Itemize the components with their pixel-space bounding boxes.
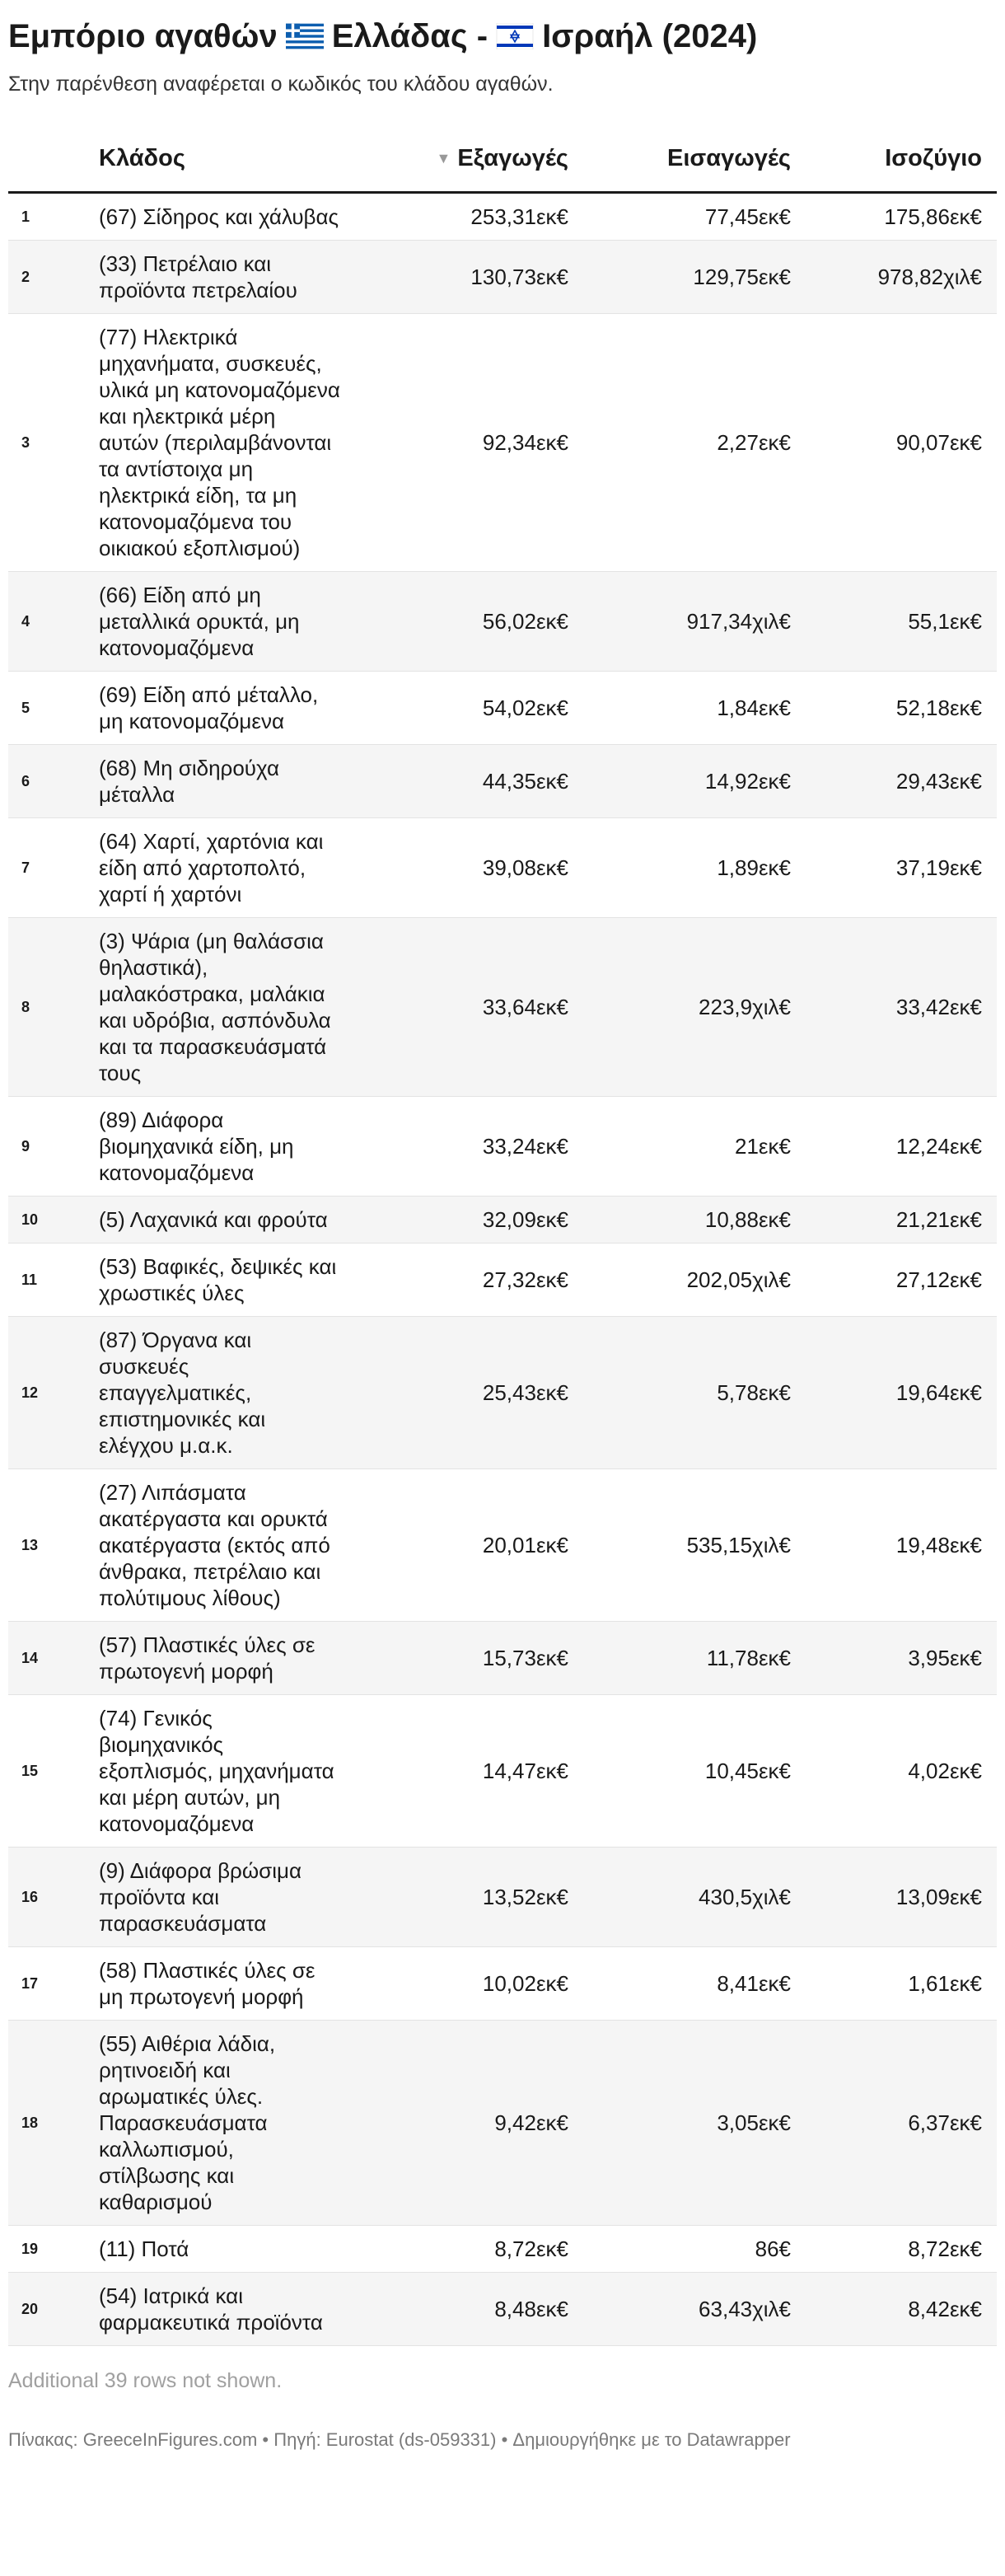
table-row xyxy=(8,1244,997,1317)
sector-cell: (66) Είδη από μη μεταλλικά ορυκτά, μη κατονομαζόμενα xyxy=(94,572,341,672)
table-row xyxy=(8,1947,997,2021)
exports-cell: 33,64εκ€ xyxy=(341,918,568,1097)
balance-cell: 4,02εκ€ xyxy=(791,1695,997,1848)
exports-cell: 54,02εκ€ xyxy=(341,672,568,745)
table-row xyxy=(8,2021,997,2226)
balance-cell: 8,42εκ€ xyxy=(791,2273,997,2346)
table-row xyxy=(8,1848,997,1947)
imports-cell: 1,89εκ€ xyxy=(568,818,791,918)
exports-cell: 13,52εκ€ xyxy=(341,1848,568,1947)
rows-not-shown-note: Additional 39 rows not shown. xyxy=(8,2369,283,2392)
balance-cell: 37,19εκ€ xyxy=(791,818,997,918)
sector-cell: (11) Ποτά xyxy=(94,2226,341,2273)
balance-cell: 19,48εκ€ xyxy=(791,1469,997,1622)
exports-cell: 33,24εκ€ xyxy=(341,1097,568,1197)
table-body xyxy=(8,193,997,2346)
exports-cell: 8,48εκ€ xyxy=(341,2273,568,2346)
exports-cell: 10,02εκ€ xyxy=(341,1947,568,2021)
table-row xyxy=(8,1197,997,1244)
sort-desc-icon: ▼ xyxy=(436,150,451,167)
table-row xyxy=(8,314,997,572)
column-header-exports-label: Εξαγωγές xyxy=(457,144,568,171)
sector-cell: (74) Γενικός βιομηχανικός εξοπλισμός, μηχανήματα και μέρη αυτών, μη κατονομαζόμενα xyxy=(94,1695,341,1848)
imports-cell: 2,27εκ€ xyxy=(568,314,791,572)
sector-cell: (27) Λιπάσματα ακατέργαστα και ορυκτά ακατέργαστα (εκτός από άνθρακα, πετρέλαιο και πολύτιμους λίθους) xyxy=(94,1469,341,1622)
rank-cell: 13 xyxy=(8,1469,94,1622)
rank-cell: 6 xyxy=(8,745,94,818)
data-table xyxy=(8,125,997,2346)
imports-cell: 10,45εκ€ xyxy=(568,1695,791,1848)
rank-cell: 12 xyxy=(8,1317,94,1469)
balance-cell: 175,86εκ€ xyxy=(791,193,997,241)
exports-cell: 56,02εκ€ xyxy=(341,572,568,672)
rank-cell: 17 xyxy=(8,1947,94,2021)
balance-cell: 1,61εκ€ xyxy=(791,1947,997,2021)
title-part-1: Εμπόριο αγαθών xyxy=(8,18,278,54)
rank-cell: 9 xyxy=(8,1097,94,1197)
sector-cell: (54) Ιατρικά και φαρμακευτικά προϊόντα xyxy=(94,2273,341,2346)
sector-cell: (9) Διάφορα βρώσιμα προϊόντα και παρασκευάσματα xyxy=(94,1848,341,1947)
table-row xyxy=(8,572,997,672)
imports-cell: 3,05εκ€ xyxy=(568,2021,791,2226)
column-header-balance[interactable]: Ισοζύγιο xyxy=(791,125,997,193)
sector-cell: (87) Όργανα και συσκευές επαγγελματικές, επιστημονικές και ελέγχου μ.α.κ. xyxy=(94,1317,341,1469)
subtitle: Στην παρένθεση αναφέρεται ο κωδικός του κλάδου αγαθών. xyxy=(8,73,554,96)
balance-cell: 3,95εκ€ xyxy=(791,1622,997,1695)
rank-cell: 1 xyxy=(8,193,94,241)
balance-cell: 6,37εκ€ xyxy=(791,2021,997,2226)
table-row xyxy=(8,745,997,818)
exports-cell: 9,42εκ€ xyxy=(341,2021,568,2226)
balance-cell: 29,43εκ€ xyxy=(791,745,997,818)
exports-cell: 14,47εκ€ xyxy=(341,1695,568,1848)
sector-cell: (69) Είδη από μέταλλο, μη κατονομαζόμενα xyxy=(94,672,341,745)
balance-cell: 8,72εκ€ xyxy=(791,2226,997,2273)
column-header-imports[interactable]: Εισαγωγές xyxy=(568,125,791,193)
table-row xyxy=(8,2273,997,2346)
table-row xyxy=(8,1695,997,1848)
exports-cell: 92,34εκ€ xyxy=(341,314,568,572)
table-row xyxy=(8,1317,997,1469)
table-row xyxy=(8,818,997,918)
balance-cell: 21,21εκ€ xyxy=(791,1197,997,1244)
greece-flag-icon xyxy=(286,23,324,49)
exports-cell: 25,43εκ€ xyxy=(341,1317,568,1469)
balance-cell: 12,24εκ€ xyxy=(791,1097,997,1197)
balance-cell: 33,42εκ€ xyxy=(791,918,997,1097)
balance-cell: 19,64εκ€ xyxy=(791,1317,997,1469)
rank-cell: 14 xyxy=(8,1622,94,1695)
imports-cell: 5,78εκ€ xyxy=(568,1317,791,1469)
imports-cell: 11,78εκ€ xyxy=(568,1622,791,1695)
sector-cell: (67) Σίδηρος και χάλυβας xyxy=(94,193,341,241)
sector-cell: (89) Διάφορα βιομηχανικά είδη, μη κατονομαζόμενα xyxy=(94,1097,341,1197)
imports-cell: 430,5χιλ€ xyxy=(568,1848,791,1947)
exports-cell: 39,08εκ€ xyxy=(341,818,568,918)
balance-cell: 27,12εκ€ xyxy=(791,1244,997,1317)
imports-cell: 129,75εκ€ xyxy=(568,241,791,314)
imports-cell: 10,88εκ€ xyxy=(568,1197,791,1244)
exports-cell: 253,31εκ€ xyxy=(341,193,568,241)
table-row xyxy=(8,672,997,745)
column-header-exports[interactable] xyxy=(341,125,568,193)
imports-cell: 223,9χιλ€ xyxy=(568,918,791,1097)
sector-cell: (68) Μη σιδηρούχα μέταλλα xyxy=(94,745,341,818)
table-row xyxy=(8,241,997,314)
table-row xyxy=(8,1469,997,1622)
title-part-3: Ισραήλ (2024) xyxy=(542,18,758,54)
rank-cell: 2 xyxy=(8,241,94,314)
imports-cell: 917,34χιλ€ xyxy=(568,572,791,672)
imports-cell: 63,43χιλ€ xyxy=(568,2273,791,2346)
rank-cell: 7 xyxy=(8,818,94,918)
table-row xyxy=(8,2226,997,2273)
imports-cell: 77,45εκ€ xyxy=(568,193,791,241)
table-row xyxy=(8,1097,997,1197)
exports-cell: 44,35εκ€ xyxy=(341,745,568,818)
exports-cell: 8,72εκ€ xyxy=(341,2226,568,2273)
footer-credits: Πίνακας: GreeceInFigures.com • Πηγή: Eurostat (ds-059331) • Δημιουργήθηκε με το Datawrapper xyxy=(8,2429,791,2450)
imports-cell: 8,41εκ€ xyxy=(568,1947,791,2021)
exports-cell: 130,73εκ€ xyxy=(341,241,568,314)
imports-cell: 14,92εκ€ xyxy=(568,745,791,818)
exports-cell: 20,01εκ€ xyxy=(341,1469,568,1622)
balance-cell: 13,09εκ€ xyxy=(791,1848,997,1947)
table-row xyxy=(8,193,997,241)
imports-cell: 535,15χιλ€ xyxy=(568,1469,791,1622)
title-part-2: Ελλάδας - xyxy=(331,18,488,54)
sector-cell: (55) Αιθέρια λάδια, ρητινοειδή και αρωματικές ύλες. Παρασκευάσματα καλλωπισμού, στίλβωσης και καθαρισμού xyxy=(94,2021,341,2226)
balance-cell: 90,07εκ€ xyxy=(791,314,997,572)
sector-cell: (3) Ψάρια (μη θαλάσσια θηλαστικά), μαλακόστρακα, μαλάκια και υδρόβια, ασπόνδυλα και τα παρασκευάσματά τους xyxy=(94,918,341,1097)
sector-cell: (77) Ηλεκτρικά μηχανήματα, συσκευές, υλικά μη κατονομαζόμενα και ηλεκτρικά μέρη αυτών (περιλαμβάνονται τα αντίστοιχα μη ηλεκτρικά είδη, τα μη κατονομαζόμενα του οικιακού εξοπλισμού) xyxy=(94,314,341,572)
sector-cell: (57) Πλαστικές ύλες σε πρωτογενή μορφή xyxy=(94,1622,341,1695)
rank-cell: 5 xyxy=(8,672,94,745)
balance-cell: 52,18εκ€ xyxy=(791,672,997,745)
page-title xyxy=(8,13,980,59)
rank-cell: 18 xyxy=(8,2021,94,2226)
sector-cell: (58) Πλαστικές ύλες σε μη πρωτογενή μορφή xyxy=(94,1947,341,2021)
exports-cell: 32,09εκ€ xyxy=(341,1197,568,1244)
balance-cell: 978,82χιλ€ xyxy=(791,241,997,314)
rank-cell: 3 xyxy=(8,314,94,572)
imports-cell: 86€ xyxy=(568,2226,791,2273)
sector-cell: (33) Πετρέλαιο και προϊόντα πετρελαίου xyxy=(94,241,341,314)
table-row xyxy=(8,918,997,1097)
rank-header xyxy=(8,125,94,193)
exports-cell: 15,73εκ€ xyxy=(341,1622,568,1695)
sector-cell: (64) Χαρτί, χαρτόνια και είδη από χαρτοπολτό, χαρτί ή χαρτόνι xyxy=(94,818,341,918)
imports-cell: 21εκ€ xyxy=(568,1097,791,1197)
balance-cell: 55,1εκ€ xyxy=(791,572,997,672)
table-row xyxy=(8,1622,997,1695)
rank-cell: 10 xyxy=(8,1197,94,1244)
rank-cell: 15 xyxy=(8,1695,94,1848)
sector-cell: (5) Λαχανικά και φρούτα xyxy=(94,1197,341,1244)
rank-cell: 19 xyxy=(8,2226,94,2273)
rank-cell: 4 xyxy=(8,572,94,672)
imports-cell: 1,84εκ€ xyxy=(568,672,791,745)
israel-flag-icon xyxy=(496,23,534,49)
exports-cell: 27,32εκ€ xyxy=(341,1244,568,1317)
imports-cell: 202,05χιλ€ xyxy=(568,1244,791,1317)
rank-cell: 20 xyxy=(8,2273,94,2346)
table-header-row xyxy=(8,125,997,193)
column-header-sector[interactable]: Κλάδος xyxy=(94,125,341,193)
rank-cell: 8 xyxy=(8,918,94,1097)
rank-cell: 11 xyxy=(8,1244,94,1317)
sector-cell: (53) Βαφικές, δεψικές και χρωστικές ύλες xyxy=(94,1244,341,1317)
rank-cell: 16 xyxy=(8,1848,94,1947)
